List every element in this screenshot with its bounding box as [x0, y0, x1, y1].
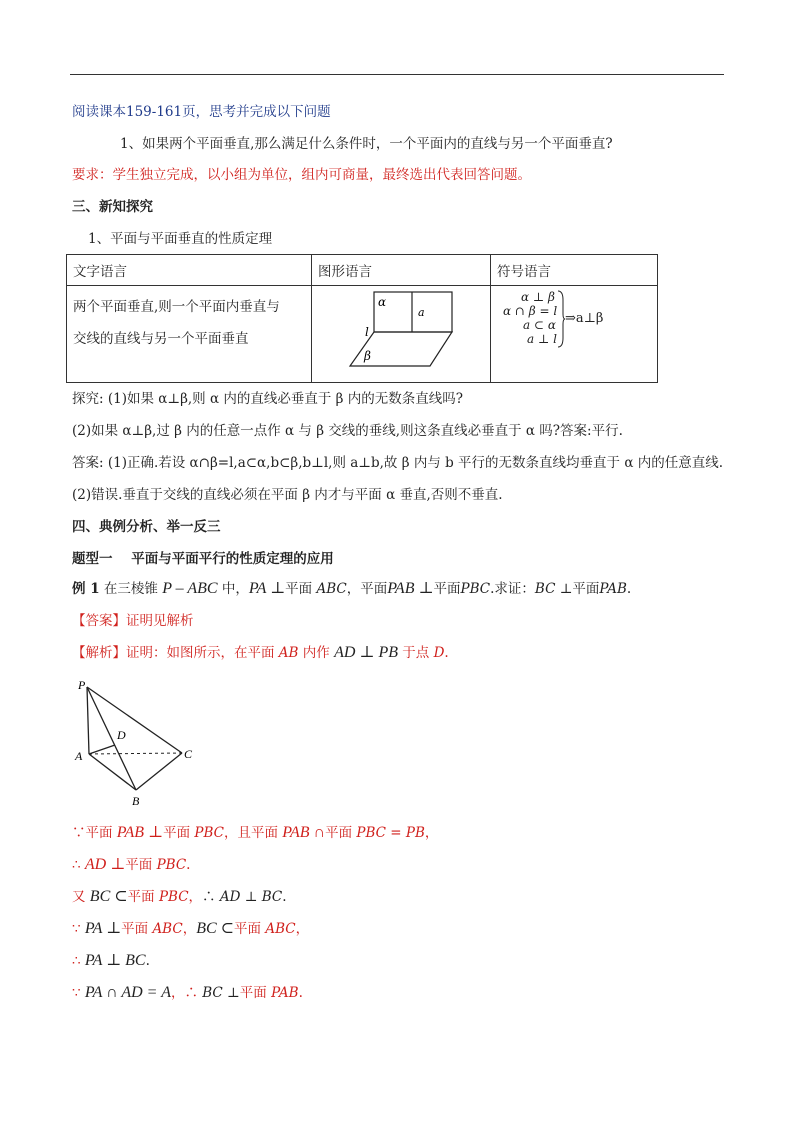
example-math-3: ABC	[316, 581, 347, 597]
answer-2: (2)错误.垂直于交线的直线必须在平面 β 内才与平面 α 垂直,否则不垂直.	[72, 487, 503, 503]
proof-line-6	[72, 984, 303, 1002]
text-language-line-2: 交线的直线与另一个平面垂直	[73, 331, 249, 347]
proof-4e: ，	[182, 921, 197, 937]
requirement-text: 要求：学生独立完成，以小组为单位，组内可商量，最终选出代表回答问题。	[72, 167, 531, 183]
text-language-line-1: 两个平面垂直,则一个平面内垂直与	[73, 299, 280, 315]
proof-3f: ∴	[202, 889, 220, 905]
example-label: 例 1	[72, 581, 100, 597]
symbol-block	[495, 290, 653, 350]
proof-1h: PBC = PB	[356, 825, 425, 841]
edge-PC	[87, 687, 182, 753]
proof-line-4	[72, 920, 309, 938]
proof-1i: ，	[424, 825, 439, 841]
label-A: A	[75, 749, 83, 763]
example-math-1: P – ABC	[162, 580, 218, 597]
label-beta: β	[364, 349, 371, 363]
table-header-symbol: 符号语言	[491, 255, 658, 286]
proof-6b: PA ∩ AD = A	[84, 984, 171, 1001]
proof-5c: .	[145, 953, 150, 969]
example-text-2: 中，	[221, 581, 249, 597]
proof-3e: ，	[188, 889, 203, 905]
example-math-7: PAB	[599, 581, 627, 597]
proof-4a: ∵	[72, 921, 85, 937]
edge-PA	[87, 687, 89, 754]
table-figure-cell	[312, 286, 491, 383]
pyramid-figure	[70, 672, 210, 812]
symbol-line-3: a ⊂ α	[523, 318, 556, 332]
theorem-title: 1、平面与平面垂直的性质定理	[88, 231, 273, 247]
example-math-5: PBC	[460, 581, 491, 597]
proof-6d: ∴	[184, 985, 203, 1001]
proof-4i: ，	[295, 921, 310, 937]
proof-6f: 平面	[239, 985, 272, 1001]
intro-text: 阅读课本159-161页，思考并完成以下问题	[72, 104, 331, 120]
proof-1d: PBC	[194, 825, 224, 841]
proof-line-3	[72, 888, 287, 906]
proof-1b: PAB ⊥	[116, 824, 164, 841]
proof-line-5	[72, 952, 150, 970]
proof-1f: PAB ∩	[282, 824, 326, 841]
table-text-language	[67, 286, 312, 383]
analysis-line	[72, 644, 449, 662]
proof-2d: PBC	[156, 857, 187, 873]
proof-6c: ，	[170, 985, 185, 1001]
proof-line-2	[72, 856, 190, 874]
edge-BC	[136, 753, 182, 790]
edge-PB	[87, 687, 136, 790]
analysis-text-4: .	[444, 645, 449, 661]
perpendicular-planes-figure	[312, 286, 488, 378]
label-C: C	[184, 747, 193, 761]
proof-6e: BC ⊥	[202, 985, 240, 1001]
label-P: P	[78, 678, 86, 692]
section-3-title: 三、新知探究	[72, 199, 153, 215]
analysis-text-1: 证明：如图所示，在平面	[126, 645, 279, 661]
proof-2c: 平面	[125, 857, 157, 873]
proof-4g: 平面	[234, 921, 266, 937]
header-rule	[70, 74, 724, 75]
label-a: a	[418, 306, 425, 319]
example-text-7: 平面	[572, 581, 600, 597]
example-text-6: .求证：	[490, 581, 535, 597]
explore-2: (2)如果 α⊥β,过 β 内的任意一点作 α 与 β 交线的垂线,则这条直线必垂直于 α 吗?答案:平行.	[72, 423, 623, 439]
label-l: l	[365, 325, 369, 339]
symbol-line-1: α ⊥ β	[521, 290, 555, 304]
label-B: B	[132, 794, 140, 808]
proof-1g: 平面	[325, 825, 357, 841]
proof-4c: 平面	[121, 921, 153, 937]
proof-3d: PBC	[158, 889, 189, 905]
symbol-line-4: a ⊥ l	[527, 332, 557, 346]
edge-AC-hidden	[89, 753, 182, 754]
brace-icon	[557, 290, 565, 348]
answer-1: 答案: (1)正确.若设 α∩β=l,a⊂α,b⊂β,b⊥l,则 a⊥b,故 β 内与 b 平行的无数条直线均垂直于 α 内的任意直线.	[72, 455, 724, 471]
symbol-line-2: α ∩ β = l	[503, 304, 558, 318]
proof-line-1	[72, 824, 438, 842]
example-text-1: 在三棱锥	[103, 581, 158, 597]
label-alpha: α	[378, 295, 387, 309]
example-text-8: .	[626, 581, 632, 597]
example-math-6: BC ⊥	[534, 581, 573, 597]
proof-2e: .	[186, 857, 191, 873]
table-header-text: 文字语言	[67, 255, 312, 286]
analysis-math-3: D	[433, 645, 445, 661]
example-math-2: PA ⊥	[248, 580, 286, 597]
table-header-figure: 图形语言	[312, 255, 491, 286]
analysis-text-3: 于点	[397, 645, 434, 661]
proof-4b: PA ⊥	[84, 920, 122, 937]
analysis-math-2: AD ⊥ PB	[334, 644, 398, 661]
symbol-result: ⇒a⊥β	[565, 311, 604, 326]
analysis-math-1: AB	[278, 645, 299, 661]
proof-2b: AD ⊥	[84, 856, 126, 873]
proof-3c: 平面	[127, 889, 159, 905]
table-symbol-cell	[491, 286, 658, 383]
example-math-4: PAB ⊥	[387, 580, 434, 597]
example-text-4: ，平面	[346, 581, 388, 597]
proof-4d: ABC	[152, 921, 183, 937]
label-D: D	[117, 728, 126, 742]
proof-3a: 又	[72, 889, 90, 905]
explore-1: 探究: (1)如果 α⊥β,则 α 内的直线必垂直于 β 内的无数条直线吗?	[72, 391, 463, 407]
proof-5a: ∴	[72, 953, 85, 969]
proof-6g: PAB	[271, 985, 299, 1001]
example-1	[72, 580, 631, 598]
analysis-tag: 【解析】	[72, 645, 126, 661]
section-4-title: 四、典例分析、举一反三	[72, 519, 221, 535]
proof-5b: PA ⊥ BC	[84, 952, 146, 969]
example-text-3: 平面	[285, 581, 317, 597]
type-1-title: 题型一 平面与平面平行的性质定理的应用	[72, 551, 334, 567]
analysis-text-2: 内作	[298, 645, 335, 661]
proof-3h: .	[282, 889, 287, 905]
theorem-table	[66, 254, 658, 383]
question-1: 1、如果两个平面垂直,那么满足什么条件时，一个平面内的直线与另一个平面垂直?	[120, 136, 613, 152]
segment-AD	[89, 745, 115, 754]
proof-1a: ∵平面	[72, 825, 117, 841]
proof-4h: ABC	[265, 921, 296, 937]
proof-6h: .	[298, 985, 303, 1001]
answer-tag: 【答案】证明见解析	[72, 613, 194, 629]
proof-1e: ，且平面	[224, 825, 283, 841]
example-text-5: 平面	[433, 581, 461, 597]
proof-4f: BC ⊂	[196, 920, 235, 937]
proof-3g: AD ⊥ BC	[219, 889, 283, 905]
proof-6a: ∵	[72, 985, 85, 1001]
proof-3b: BC ⊂	[89, 888, 128, 905]
proof-2a: ∴	[72, 857, 85, 873]
edge-AB	[89, 754, 136, 790]
proof-1c: 平面	[163, 825, 195, 841]
